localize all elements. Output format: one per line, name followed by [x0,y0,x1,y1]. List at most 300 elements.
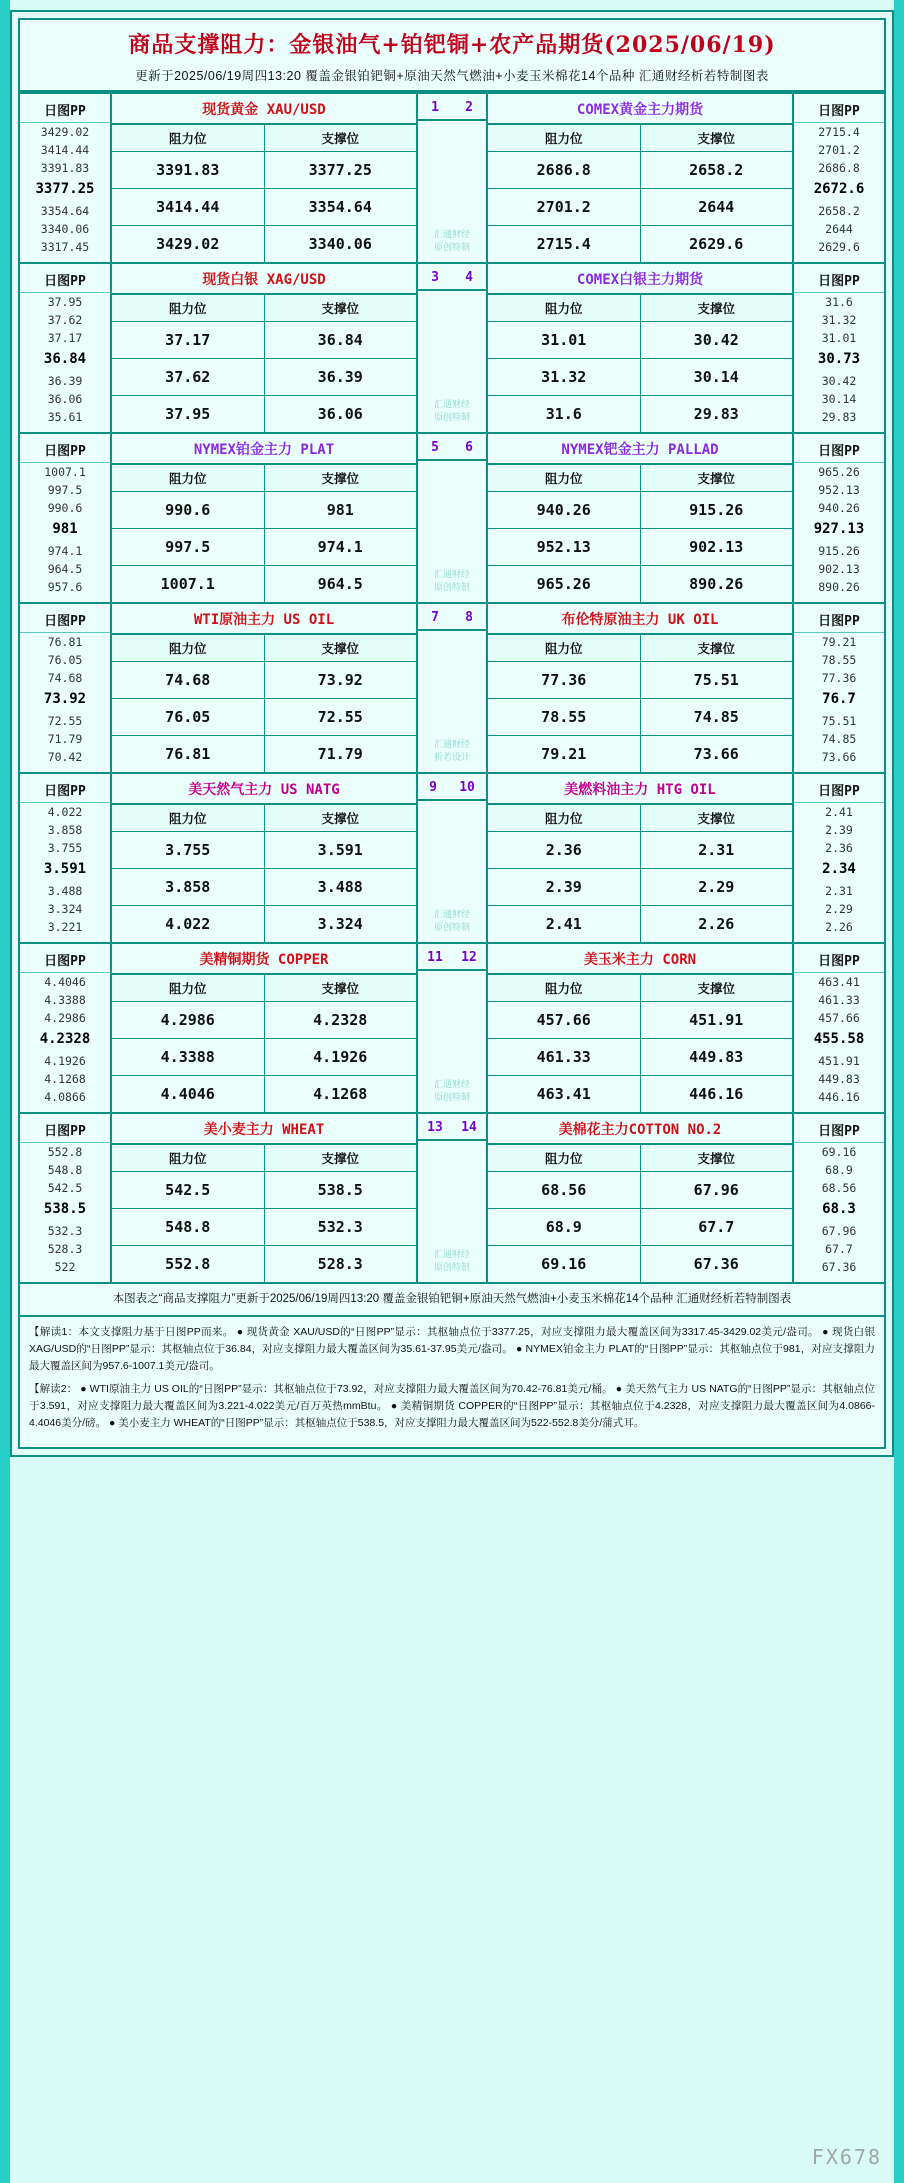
level-cell: 457.66 [488,1002,640,1039]
level-cell: 2.29 [640,869,792,906]
block-index-numbers [418,434,486,461]
pivot-level-value: 36.39 [47,373,83,388]
column-header: 支撑位 [640,805,792,832]
pivot-level-value: 37.95 [47,295,83,309]
level-cell: 68.9 [488,1209,640,1246]
level-cell: 73.92 [264,662,416,699]
level-cell: 79.21 [488,736,640,773]
level-cell: 76.05 [112,699,264,736]
pivot-header: 日图PP [20,606,110,633]
level-cell: 981 [264,492,416,529]
pivot-header: 日图PP [20,96,110,123]
title-box [18,18,886,92]
pivot-level-value: 4.1268 [44,1072,86,1087]
block-index-numbers [418,1114,486,1141]
level-cell: 940.26 [488,492,640,529]
column-header: 阻力位 [112,125,264,152]
table-row [112,832,416,869]
level-cell: 902.13 [640,529,792,566]
pivot-level-value: 548.8 [47,1163,83,1178]
watermark-text: 汇通财经 原创特制 [433,228,470,252]
level-cell: 461.33 [488,1039,640,1076]
pivot-level-value: 952.13 [818,483,860,498]
note-paragraph-1: 【解读1：本文支撑阻力基于日图PP而来。 ● 现货黄金 XAU/USD的“日图PP”显示：其枢轴点位于3377.25，对应支撑阻力最大覆盖区间为3317.45-3429.02美元/盎司。 ● 现货白银 XAG/USD的“日图PP”显示：其枢轴点位于36.84，对应支撑阻力最大覆盖区间为35.61-37.95美元/盎司。 ● NYMEX铂金主力 PLAT的“日图PP”显示：其枢轴点位于981，对应支撑阻力最大覆盖区间为957.6-1007.1美元/盎司。 [29,1326,875,1373]
page-title: 商品支撑阻力：金银油气+铂钯铜+农产品期货(2025/06/19) [128,32,776,58]
block-index: 10 [459,780,475,795]
pivot-point-value: 4.2328 [39,1031,91,1048]
table-header-row [112,295,416,322]
table-row [112,566,416,603]
instrument-panel-left [112,434,416,602]
level-cell: 69.16 [488,1246,640,1283]
watermark-text: 汇通财经 原创特制 [433,1078,470,1102]
pivot-level-value: 3.324 [47,902,83,917]
column-header: 支撑位 [264,465,416,492]
instrument-panel-right [488,94,792,262]
level-cell: 548.8 [112,1209,264,1246]
pivot-level-value: 2644 [825,222,853,237]
pivot-level-value: 37.62 [47,313,83,328]
pivot-level-value: 69.16 [821,1145,857,1159]
pivot-level-value: 31.6 [825,295,853,309]
instrument-name: 美棉花主力COTTON NO.2 [488,1114,792,1145]
level-cell: 952.13 [488,529,640,566]
watermark-corner: FX678 [811,2145,882,2169]
pivot-level-value: 30.42 [821,373,857,388]
levels-table [488,1145,792,1282]
report-card [10,10,894,1457]
pivot-level-value: 4.2986 [44,1011,86,1026]
pivot-level-value: 2.39 [825,823,853,838]
table-row [112,189,416,226]
instrument-panel-right [488,944,792,1112]
level-cell: 915.26 [640,492,792,529]
instrument-name: 现货黄金 XAU/USD [112,94,416,125]
table-row [112,699,416,736]
level-cell: 67.7 [640,1209,792,1246]
pivot-level-value: 974.1 [47,543,83,558]
pivot-level-value: 3429.02 [40,125,90,139]
level-cell: 67.36 [640,1246,792,1283]
instrument-name: 美玉米主力 CORN [488,944,792,975]
block-index: 3 [431,270,439,285]
level-cell: 532.3 [264,1209,416,1246]
table-header-row [488,975,792,1002]
pivot-levels-left [20,264,112,432]
notes-section [18,1317,886,1449]
instrument-block [18,604,886,774]
pivot-level-value: 3391.83 [40,161,90,176]
table-row [488,189,792,226]
pivot-level-value: 532.3 [47,1223,83,1238]
level-cell: 2.36 [488,832,640,869]
column-header: 支撑位 [264,805,416,832]
pivot-level-value: 71.79 [47,732,83,747]
pivot-level-value: 3.488 [47,883,83,898]
column-header: 支撑位 [264,975,416,1002]
pivot-level-value: 73.66 [821,750,857,765]
level-cell: 463.41 [488,1076,640,1113]
pivot-level-value: 449.83 [818,1072,860,1087]
level-cell: 446.16 [640,1076,792,1113]
level-cell: 2.31 [640,832,792,869]
pivot-level-value: 76.05 [47,653,83,668]
pivot-level-value: 35.61 [47,410,83,425]
instrument-name: 美燃料油主力 HTG OIL [488,774,792,805]
instrument-block [18,774,886,944]
level-cell: 3414.44 [112,189,264,226]
pivot-point-value: 76.7 [822,691,856,708]
column-header: 阻力位 [112,465,264,492]
pivot-level-value: 2.26 [825,920,853,935]
table-row [488,736,792,773]
instrument-panel-right [488,774,792,942]
level-cell: 965.26 [488,566,640,603]
pivot-header: 日图PP [794,1116,884,1143]
instrument-panel-left [112,944,416,1112]
table-row [112,226,416,263]
column-header: 支撑位 [264,1145,416,1172]
table-header-row [112,635,416,662]
pivot-level-value: 3.858 [47,823,83,838]
levels-table [488,635,792,772]
center-divider [416,774,488,942]
pivot-point-value: 455.58 [813,1031,865,1048]
level-cell: 37.95 [112,396,264,433]
level-cell: 68.56 [488,1172,640,1209]
table-row [112,359,416,396]
block-index: 2 [465,100,473,115]
level-cell: 75.51 [640,662,792,699]
pivot-level-value: 890.26 [818,580,860,595]
pivot-level-value: 79.21 [821,635,857,649]
pivot-level-value: 940.26 [818,501,860,516]
level-cell: 4.1268 [264,1076,416,1113]
pivot-level-value: 915.26 [818,543,860,558]
level-cell: 4.4046 [112,1076,264,1113]
table-row [488,1076,792,1113]
levels-table [112,295,416,432]
level-cell: 974.1 [264,529,416,566]
pivot-level-value: 2.31 [825,883,853,898]
levels-table [488,295,792,432]
pivot-level-value: 29.83 [821,410,857,425]
levels-table [112,465,416,602]
pivot-header: 日图PP [794,436,884,463]
pivot-header: 日图PP [20,946,110,973]
pivot-level-value: 965.26 [818,465,860,479]
pivot-levels-left [20,774,112,942]
pivot-level-value: 30.14 [821,392,857,407]
instrument-name: NYMEX铂金主力 PLAT [112,434,416,465]
block-index: 9 [429,780,437,795]
table-row [112,1172,416,1209]
pivot-point-value: 3.591 [43,861,87,878]
pivot-header: 日图PP [20,436,110,463]
table-row [488,529,792,566]
table-row [112,322,416,359]
pivot-level-value: 542.5 [47,1181,83,1196]
instrument-panel-left [112,94,416,262]
level-cell: 3.324 [264,906,416,943]
pivot-levels-right [792,264,884,432]
level-cell: 36.84 [264,322,416,359]
column-header: 阻力位 [488,295,640,322]
pivot-level-value: 68.9 [825,1163,853,1178]
column-header: 支撑位 [640,125,792,152]
table-row [488,699,792,736]
levels-table [112,975,416,1112]
pivot-level-value: 2.29 [825,902,853,917]
table-header-row [112,975,416,1002]
pivot-levels-right [792,94,884,262]
pivot-point-value: 3377.25 [35,181,95,198]
level-cell: 528.3 [264,1246,416,1283]
block-index: 14 [461,1120,477,1135]
footer-note: 本图表之“商品支撑阻力”更新于2025/06/19周四13:20 覆盖金银铂钯铜+原油天然气燃油+小麦玉米棉花14个品种 汇通财经析若特制图表 [18,1284,886,1317]
table-row [112,529,416,566]
blocks-container [18,92,886,1284]
level-cell: 2686.8 [488,152,640,189]
pivot-header: 日图PP [794,946,884,973]
pivot-level-value: 31.01 [821,331,857,346]
table-row [488,226,792,263]
pivot-levels-left [20,1114,112,1282]
table-row [112,1039,416,1076]
instrument-panel-right [488,1114,792,1282]
pivot-level-value: 446.16 [818,1090,860,1105]
column-header: 支撑位 [640,635,792,662]
instrument-block [18,92,886,264]
table-header-row [488,125,792,152]
block-index: 8 [465,610,473,625]
pivot-header: 日图PP [794,776,884,803]
column-header: 支撑位 [640,295,792,322]
level-cell: 4.3388 [112,1039,264,1076]
instrument-panel-right [488,264,792,432]
table-header-row [488,635,792,662]
levels-table [112,125,416,262]
block-index: 1 [431,100,439,115]
level-cell: 2701.2 [488,189,640,226]
pivot-level-value: 36.06 [47,392,83,407]
column-header: 阻力位 [112,635,264,662]
pivot-point-value: 927.13 [813,521,865,538]
pivot-level-value: 37.17 [47,331,83,346]
table-row [488,492,792,529]
pivot-level-value: 2686.8 [818,161,860,176]
pivot-level-value: 31.32 [821,313,857,328]
center-divider [416,604,488,772]
instrument-block [18,264,886,434]
table-row [488,1209,792,1246]
pivot-level-value: 3317.45 [40,240,90,255]
level-cell: 77.36 [488,662,640,699]
level-cell: 538.5 [264,1172,416,1209]
pivot-level-value: 3414.44 [40,143,90,158]
column-header: 阻力位 [488,635,640,662]
table-header-row [112,125,416,152]
level-cell: 37.62 [112,359,264,396]
pivot-level-value: 957.6 [47,580,83,595]
pivot-level-value: 522 [54,1260,76,1275]
levels-table [488,465,792,602]
instrument-panel-left [112,264,416,432]
table-row [488,832,792,869]
pivot-header: 日图PP [20,1116,110,1143]
watermark-text: 汇通财经 析若设计 [433,738,470,762]
pivot-level-value: 4.0866 [44,1090,86,1105]
level-cell: 72.55 [264,699,416,736]
block-index: 6 [465,440,473,455]
pivot-level-value: 4.1926 [44,1053,86,1068]
block-index: 5 [431,440,439,455]
pivot-header: 日图PP [794,96,884,123]
level-cell: 2629.6 [640,226,792,263]
column-header: 阻力位 [112,1145,264,1172]
level-cell: 3.591 [264,832,416,869]
table-row [112,1076,416,1113]
pivot-point-value: 73.92 [43,691,87,708]
pivot-header: 日图PP [20,776,110,803]
table-row [112,152,416,189]
pivot-point-value: 30.73 [817,351,861,368]
level-cell: 3377.25 [264,152,416,189]
instrument-name: COMEX黄金主力期货 [488,94,792,125]
pivot-level-value: 997.5 [47,483,83,498]
level-cell: 3391.83 [112,152,264,189]
table-header-row [488,805,792,832]
instrument-panel-left [112,774,416,942]
pivot-point-value: 68.3 [822,1201,856,1218]
instrument-name: 美天然气主力 US NATG [112,774,416,805]
table-row [488,566,792,603]
table-row [112,736,416,773]
level-cell: 4.2328 [264,1002,416,1039]
level-cell: 36.39 [264,359,416,396]
table-header-row [488,465,792,492]
level-cell: 964.5 [264,566,416,603]
watermark-text: 汇通财经 原创特制 [433,398,470,422]
pivot-level-value: 67.96 [821,1223,857,1238]
table-row [488,1002,792,1039]
pivot-level-value: 74.68 [47,671,83,686]
pivot-level-value: 3340.06 [40,222,90,237]
table-header-row [112,805,416,832]
pivot-level-value: 4.4046 [44,975,86,989]
pivot-level-value: 902.13 [818,562,860,577]
level-cell: 552.8 [112,1246,264,1283]
pivot-level-value: 457.66 [818,1011,860,1026]
table-header-row [112,465,416,492]
center-divider [416,94,488,262]
instrument-name: COMEX白银主力期货 [488,264,792,295]
center-divider [416,434,488,602]
pivot-level-value: 70.42 [47,750,83,765]
table-row [112,1246,416,1283]
block-index-numbers [418,604,486,631]
pivot-level-value: 78.55 [821,653,857,668]
watermark-text: 汇通财经 原创特制 [433,1248,470,1272]
level-cell: 2715.4 [488,226,640,263]
pivot-level-value: 75.51 [821,713,857,728]
pivot-level-value: 1007.1 [44,465,86,479]
table-row [488,396,792,433]
center-divider [416,944,488,1112]
table-row [112,869,416,906]
block-index-numbers [418,774,486,801]
table-row [112,1002,416,1039]
level-cell: 4.022 [112,906,264,943]
level-cell: 2644 [640,189,792,226]
pivot-level-value: 72.55 [47,713,83,728]
level-cell: 3354.64 [264,189,416,226]
block-index: 13 [427,1120,443,1135]
levels-table [488,805,792,942]
level-cell: 3429.02 [112,226,264,263]
level-cell: 3.755 [112,832,264,869]
pivot-level-value: 463.41 [818,975,860,989]
pivot-point-value: 981 [52,521,78,538]
level-cell: 997.5 [112,529,264,566]
level-cell: 3.858 [112,869,264,906]
pivot-level-value: 2701.2 [818,143,860,158]
pivot-level-value: 2629.6 [818,240,860,255]
level-cell: 4.2986 [112,1002,264,1039]
level-cell: 451.91 [640,1002,792,1039]
block-index: 4 [465,270,473,285]
pivot-level-value: 2658.2 [818,203,860,218]
level-cell: 73.66 [640,736,792,773]
pivot-level-value: 552.8 [47,1145,83,1159]
level-cell: 2.26 [640,906,792,943]
pivot-level-value: 2.41 [825,805,853,819]
pivot-level-value: 3354.64 [40,203,90,218]
level-cell: 542.5 [112,1172,264,1209]
pivot-levels-right [792,604,884,772]
column-header: 支撑位 [640,1145,792,1172]
pivot-levels-left [20,434,112,602]
block-index: 12 [461,950,477,965]
levels-table [488,975,792,1112]
pivot-level-value: 2.36 [825,841,853,856]
note-paragraph-2: 【解读2： ● WTI原油主力 US OIL的“日图PP”显示：其枢轴点位于73.92，对应支撑阻力最大覆盖区间为70.42-76.81美元/桶。 ● 美天然气主力 US NATG的“日图PP”显示：其枢轴点位于3.591，对应支撑阻力最大覆盖区间为3.221-4.022美元/百万英热mmBtu。 ● 美精铜期货 COPPER的“日图PP”显示：其枢轴点位于4.2328，对应支撑阻力最大覆盖区间为4.0866-4.4046美分/磅。 ● 美小麦主力 WHEAT的“日图PP”显示：其枢轴点位于538.5，对应支撑阻力最大覆盖区间为522-552.8美分/蒲式耳。 [29,1383,875,1430]
pivot-level-value: 3.755 [47,841,83,856]
column-header: 阻力位 [488,805,640,832]
pivot-level-value: 3.221 [47,920,83,935]
table-row [488,359,792,396]
center-divider [416,264,488,432]
column-header: 阻力位 [488,465,640,492]
column-header: 阻力位 [488,975,640,1002]
instrument-name: 现货白银 XAG/USD [112,264,416,295]
level-cell: 890.26 [640,566,792,603]
pivot-header: 日图PP [794,606,884,633]
column-header: 阻力位 [488,125,640,152]
level-cell: 37.17 [112,322,264,359]
pivot-header: 日图PP [794,266,884,293]
levels-table [112,635,416,772]
pivot-point-value: 2.34 [822,861,856,878]
table-row [112,662,416,699]
level-cell: 1007.1 [112,566,264,603]
pivot-level-value: 74.85 [821,732,857,747]
pivot-levels-left [20,604,112,772]
pivot-level-value: 528.3 [47,1242,83,1257]
table-row [488,322,792,359]
instrument-panel-right [488,434,792,602]
level-cell: 36.06 [264,396,416,433]
